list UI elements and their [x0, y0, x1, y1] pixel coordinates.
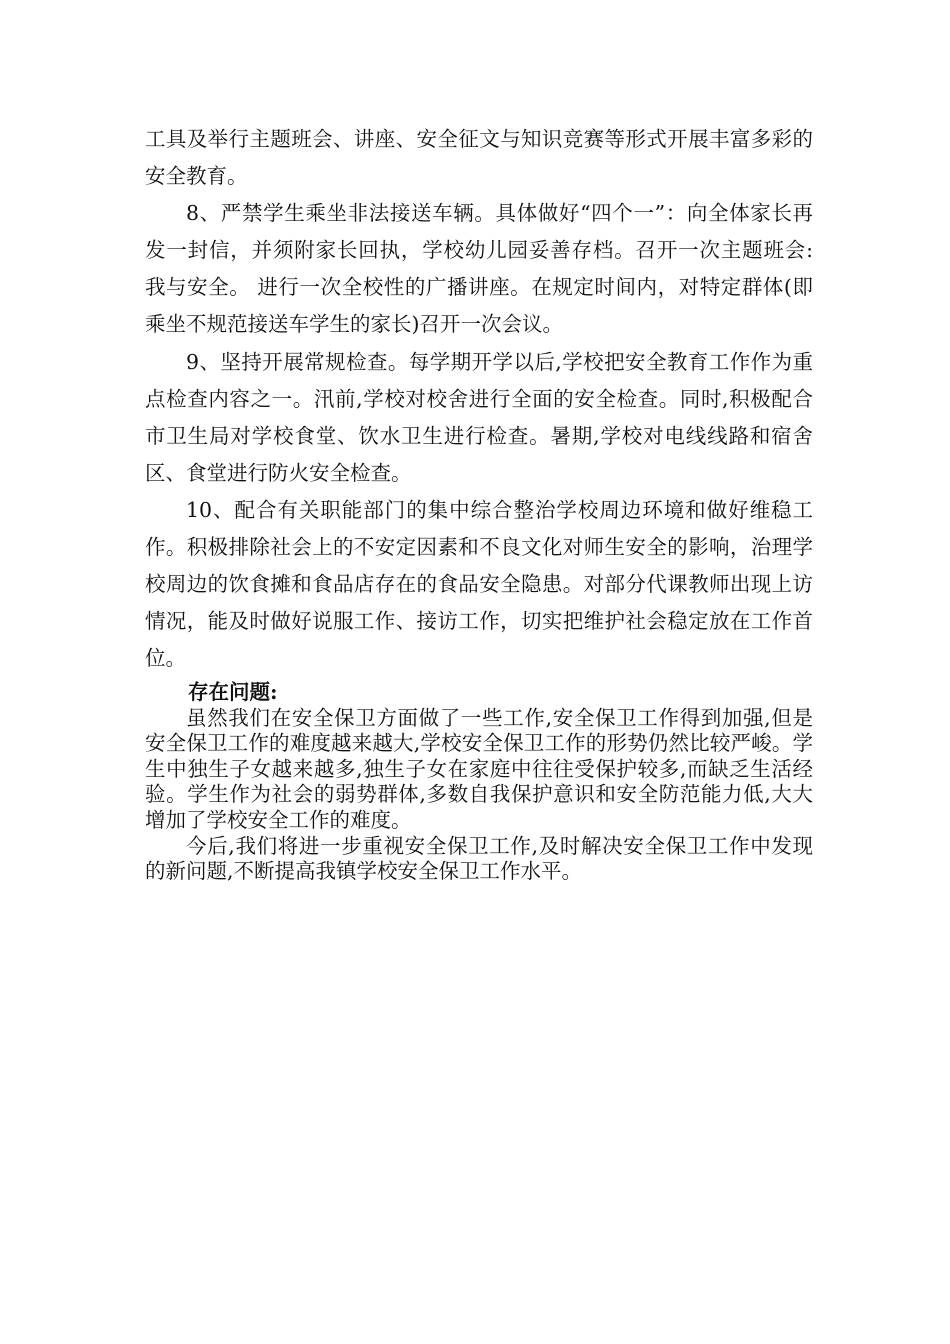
paragraph-outlook: 今后,我们将进一步重视安全保卫工作,及时解决安全保卫工作中发现的新问题,不断提高我镇学校安全保卫工作水平。	[145, 833, 813, 884]
paragraph-continuation: 工具及举行主题班会、讲座、安全征文与知识竞赛等形式开展丰富多彩的安全教育。	[145, 127, 813, 189]
section-heading-problems: 存在问题:	[188, 680, 278, 704]
paragraph-problems: 虽然我们在安全保卫方面做了一些工作,安全保卫工作得到加强,但是安全保卫工作的难度越来越大,学校安全保卫工作的形势仍然比较严峻。学生中独生子女越来越多,独生子女在家庭中往往受保护较多,而缺乏生活经验。学生作为社会的弱势群体,多数自我保护意识和安全防范能力低,大大增加了学校安全工作的难度。	[145, 705, 813, 832]
measures-section	[145, 121, 813, 677]
problems-section	[145, 680, 813, 885]
paragraph-item-8: 8、严禁学生乘坐非法接送车辆。具体做好“四个一”：向全体家长再发一封信，并须附家长回执，学校幼儿园妥善存档。召开一次主题班会: 我与安全。 进行一次全校性的广播讲座。在规定时间内，对特定群体(即乘坐不规范接送车学生的家长)召开一次会议。	[145, 201, 813, 337]
paragraph-item-9: 9、坚持开展常规检查。每学期开学以后,学校把安全教育工作作为重点检查内容之一。汛前,学校对校舍进行全面的安全检查。同时,积极配合市卫生局对学校食堂、饮水卫生进行检查。暑期,学校对电线线路和宿舍区、食堂进行防火安全检查。	[145, 349, 813, 485]
paragraph-item-10: 10、配合有关职能部门的集中综合整治学校周边环境和做好维稳工作。积极排除社会上的不安定因素和不良文化对师生安全的影响，治理学校周边的饮食摊和食品店存在的食品安全隐患。对部分代课教师出现上访情况，能及时做好说服工作、接访工作，切实把维护社会稳定放在工作首位。	[145, 497, 813, 671]
